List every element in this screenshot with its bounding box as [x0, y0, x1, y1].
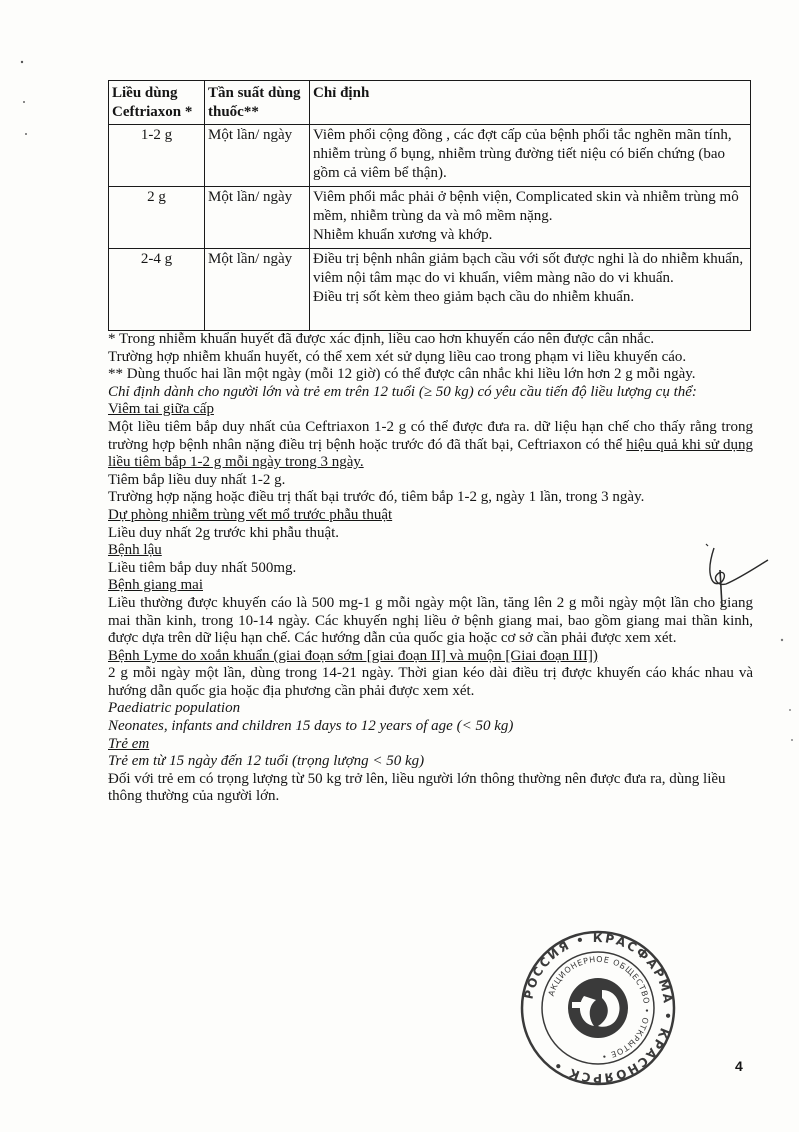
footnote-1-cont: Trường hợp nhiễm khuẩn huyết, có thể xem xét sử dụng liều cao trong phạm vi liều khuyến cáo.: [108, 348, 687, 365]
otitis-heading: Viêm tai giữa cấp: [108, 401, 214, 418]
footnote-2: ** Dùng thuốc hai lần một ngày (mỗi 12 giờ) có thể được cân nhắc khi liều lớn hơn 2 g mỗi ngày.: [108, 366, 696, 383]
stamp-outer-text: РОССИЯ • КРАСФАРМА • КРАСНОЯРСК •: [521, 930, 676, 1086]
frequency-cell: Một lần/ ngày: [205, 125, 310, 187]
adult-intro: Chỉ định dành cho người lớn và trẻ em trên 12 tuổi (≥ 50 kg) có yêu cầu tiến độ liều lượng cụ thể:: [108, 383, 697, 400]
lyme-paragraph: 2 g mỗi ngày một lần, dùng trong 14-21 ngày. Thời gian kéo dài điều trị được khuyến cáo khác nhau và hướng dẫn quốc gia hoặc địa phương cần phải được xem xét.: [108, 665, 753, 699]
gonorrhea-heading: Bệnh lậu: [108, 542, 162, 559]
otitis-severe: Trường hợp nặng hoặc điều trị thất bại trước đó, tiêm bắp 1-2 g, ngày 1 lần, trong 3 ngày.: [108, 489, 645, 506]
otitis-dose: Tiêm bắp liều duy nhất 1-2 g.: [108, 471, 286, 488]
indication-text: Viêm phổi mắc phải ở bệnh viện, Complicated skin và nhiễm trùng mô mềm, nhiễm trùng da và mô mềm nặng.: [313, 189, 739, 224]
dose-cell: 2-4 g: [109, 249, 205, 331]
stamp-inner-text: АКЦИОНЕРНОЕ ОБЩЕСТВО • ОТКРЫТОЕ •: [546, 954, 652, 1061]
frequency-cell: Một lần/ ngày: [205, 187, 310, 249]
indication-text: Điều trị bệnh nhân giảm bạch cầu với sốt được nghi là do nhiễm khuẩn, viêm nội tâm mạc do vi khuẩn, viêm màng não do vi khuẩn.: [313, 251, 744, 286]
lyme-heading: Bệnh Lyme do xoắn khuẩn (giai đoạn sớm [giai đoạn II] và muộn [Giai đoạn III]): [108, 647, 598, 664]
indication-text: Điều trị sốt kèm theo giảm bạch cầu do nhiễm khuẩn.: [313, 289, 635, 305]
children-subheading: Trẻ em từ 15 ngày đến 12 tuổi (trọng lượng < 50 kg): [108, 753, 425, 770]
children-paragraph: Đối với trẻ em có trọng lượng từ 50 kg trở lên, liều người lớn thông thường nên được đưa ra, dùng liều thông thường của người lớn.: [108, 770, 726, 805]
frequency-cell: Một lần/ ngày: [205, 249, 310, 331]
syphilis-paragraph: Liều thường được khuyến cáo là 500 mg-1 g mỗi ngày một lần, tăng lên 2 g mỗi ngày một lần cho giang mai thần kinh, trong 10-14 ngày. Các khuyến nghị liều ở bệnh giang mai, bao gồm giang mai thần kinh, được dựa trên dữ liệu hạn chế. Các hướng dẫn của quốc gia hoặc cơ sở cần phải được xem xét.: [108, 594, 753, 647]
dose-cell: 2 g: [109, 187, 205, 249]
paediatric-description: Neonates, infants and children 15 days to 12 years of age (< 50 kg): [108, 718, 514, 735]
surgical-paragraph: Liều duy nhất 2g trước khi phẫu thuật.: [108, 524, 340, 541]
table-header-dose: Liều dùng Ceftriaxon *: [109, 81, 205, 125]
children-heading: Trẻ em: [108, 735, 150, 752]
table-header-indication: Chỉ định: [310, 81, 751, 125]
gonorrhea-paragraph: Liều tiêm bắp duy nhất 500mg.: [108, 559, 297, 576]
indication-text: Nhiễm khuẩn xương và khớp.: [313, 227, 493, 243]
dose-cell: 1-2 g: [109, 125, 205, 187]
table-header-frequency: Tần suất dùng thuốc**: [205, 81, 310, 125]
page-number: 4: [735, 1058, 743, 1074]
surgical-heading: Dự phòng nhiễm trùng vết mổ trước phẫu thuật: [108, 506, 393, 523]
otitis-text-underlined: hiệu quả khi sử dụng liều tiêm bắp 1-2 g mỗi ngày trong 3 ngày.: [108, 436, 754, 471]
indication-text: Viêm phổi cộng đồng , các đợt cấp của bệnh phổi tắc nghẽn mãn tính, nhiễm trùng ổ bụng, nhiễm trùng đường tiết niệu có biến chứng (bao gồm cả viêm bể thận).: [313, 127, 732, 181]
syphilis-heading: Bệnh giang mai: [108, 577, 203, 594]
paediatric-population: Paediatric population: [108, 700, 241, 717]
footnote-1: * Trong nhiễm khuẩn huyết đã được xác định, liều cao hơn khuyến cáo nên được cân nhắc.: [108, 331, 655, 347]
otitis-text: Một liều tiêm bắp duy nhất của Ceftriaxon 1-2 g có thể được đưa ra. dữ liệu hạn chế cho thấy rằng trong trường hợp bệnh nhân nặng điều trị bệnh hoặc trước đó đã thất bại, Ceftriaxon có thể: [108, 418, 753, 453]
